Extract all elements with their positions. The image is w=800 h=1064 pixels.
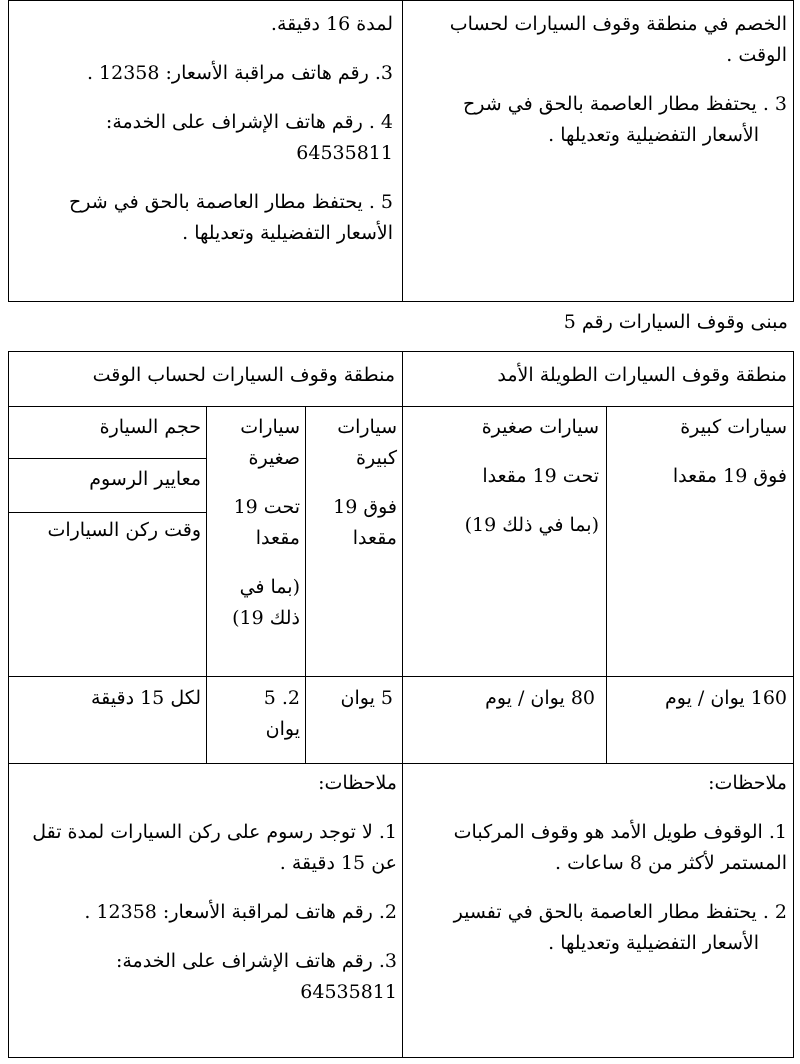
top-table [8, 0, 794, 302]
top-left-line-1: لمدة 16 دقيقة. [270, 13, 393, 35]
long-term-large-title: سيارات كبيرة [680, 416, 787, 438]
timed-large-title-1: سيارات [337, 416, 397, 438]
top-right-line-1: الخصم في منطقة وقوف السيارات لحساب [449, 13, 787, 35]
header-long-term: منطقة وقوف السيارات الطويلة الأمد [497, 364, 787, 386]
header-timed: منطقة وقوف السيارات لحساب الوقت [92, 364, 395, 386]
timed-large-title-2: كبيرة [356, 447, 397, 469]
notes-long-term [409, 768, 787, 959]
notes-timed-line-5: 64535811 [300, 981, 397, 1003]
timed-divider-2 [305, 406, 306, 763]
price-row-line [9, 676, 793, 677]
timed-small-price-cell [212, 683, 300, 745]
timed-large-cell [311, 412, 397, 554]
notes-timed-line-1: 1. لا توجد رسوم على ركن السيارات لمدة تقل [32, 821, 397, 843]
notes-long-term-line-3: 2 . يحتفظ مطار العاصمة بالحق في تفسير [453, 901, 787, 923]
building-caption: مبنى وقوف السيارات رقم 5 [563, 311, 788, 333]
timed-large-size-2: مقعدا [352, 527, 397, 549]
label-line-1 [9, 458, 206, 459]
header-row-line [9, 406, 793, 407]
timed-small-title-1: سيارات [240, 416, 300, 438]
label-fee-criteria: معايير الرسوم [89, 468, 201, 490]
notes-timed-line-4: 3. رقم هاتف الإشراف على الخدمة: [115, 950, 397, 972]
long-term-divider [606, 406, 607, 763]
timed-large-price: 5 يوان [340, 687, 393, 709]
timed-small-title-2: صغيرة [248, 447, 300, 469]
top-left-line-5: 5 . يحتفظ مطار العاصمة بالحق في شرح [69, 191, 393, 213]
top-right-line-2: الوقت . [726, 44, 787, 66]
timed-small-note-2: ذلك 19) [232, 607, 300, 629]
top-left-line-3: 4 . رقم هاتف الإشراف على الخدمة: [105, 111, 393, 133]
long-term-large-price: 160 يوان / يوم [665, 687, 787, 709]
top-right-cell [409, 9, 791, 151]
long-term-small-title: سيارات صغيرة [481, 416, 599, 438]
notes-long-term-title: ملاحظات: [708, 772, 787, 794]
notes-timed [15, 768, 397, 1008]
long-term-small-price: 80 يوان / يوم [485, 687, 595, 709]
label-vehicle-size: حجم السيارة [99, 416, 201, 438]
top-left-line-2: 3. رقم هاتف مراقبة الأسعار: 12358 . [86, 62, 393, 84]
top-left-line-4: 64535811 [296, 142, 393, 164]
notes-long-term-line-2: المستمر لأكثر من 8 ساعات . [555, 852, 787, 874]
top-left-cell [17, 9, 397, 249]
long-term-small-cell [409, 412, 599, 541]
notes-timed-line-3: 2. رقم هاتف لمراقبة الأسعار: 12358 . [84, 901, 397, 923]
top-table-divider [402, 1, 403, 301]
timed-small-size-2: مقعدا [255, 527, 300, 549]
label-parking-time: وقت ركن السيارات [47, 519, 201, 541]
timed-large-size-1: فوق 19 [333, 496, 397, 518]
notes-row-line [9, 763, 793, 764]
timed-small-price-2: يوان [265, 718, 300, 740]
notes-timed-title: ملاحظات: [318, 772, 397, 794]
timed-small-size-1: تحت 19 [233, 496, 300, 518]
long-term-small-note: (بما في ذلك 19) [464, 514, 599, 536]
timed-small-price-1: 2. 5 [263, 687, 300, 709]
label-line-2 [9, 512, 206, 513]
timed-per-period: لكل 15 دقيقة [90, 687, 201, 709]
center-divider [402, 352, 403, 1057]
timed-divider-1 [206, 406, 207, 763]
timed-small-cell [212, 412, 300, 634]
long-term-small-size: تحت 19 مقعدا [482, 465, 599, 487]
main-table [8, 351, 794, 1058]
notes-long-term-line-4: الأسعار التفضيلية وتعديلها . [548, 932, 759, 954]
long-term-large-size: فوق 19 مقعدا [672, 465, 787, 487]
notes-long-term-line-1: 1. الوقوف طويل الأمد هو وقوف المركبات [453, 821, 787, 843]
top-right-line-3: 3 . يحتفظ مطار العاصمة بالحق في شرح [463, 93, 787, 115]
notes-timed-line-2: عن 15 دقيقة . [279, 852, 397, 874]
timed-small-note-1: (بما في [239, 576, 300, 598]
long-term-large-cell [613, 412, 787, 492]
top-right-line-4: الأسعار التفضيلية وتعديلها . [548, 124, 759, 146]
top-left-line-6: الأسعار التفضيلية وتعديلها . [182, 222, 393, 244]
